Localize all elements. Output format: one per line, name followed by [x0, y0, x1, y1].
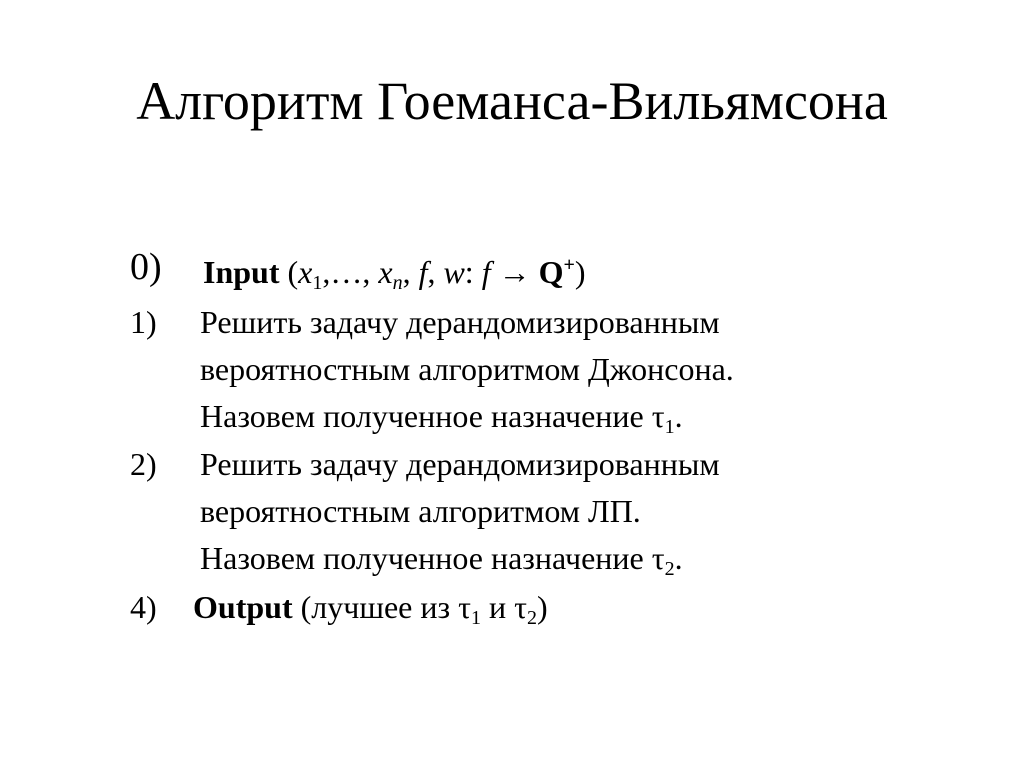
var-x: x: [298, 254, 313, 290]
set-q: Q: [538, 254, 564, 290]
tau-sub-2: 2: [664, 558, 675, 580]
tau-sub-1: 1: [664, 416, 675, 438]
item-2-line-3-end: .: [674, 540, 683, 576]
item-1-line-3: [200, 397, 683, 438]
output-keyword: Output: [193, 589, 293, 625]
ellipsis: ,…,: [322, 254, 379, 290]
item-1-line-1: Решить задачу дерандомизированным: [200, 304, 720, 340]
var-f-2: f: [481, 254, 491, 290]
item-4-number: 4): [130, 589, 157, 625]
var-w: w: [443, 254, 465, 290]
item-2-line-3: [200, 539, 683, 580]
item-2-line-2: вероятностным алгоритмом ЛП.: [200, 493, 641, 529]
item-1-number: 1): [130, 304, 157, 340]
slide-title: Алгоритм Гоеманса-Вильямсона: [136, 71, 888, 131]
item-0-line: [203, 253, 586, 294]
comma-2: ,: [427, 254, 444, 290]
item-2-number: 2): [130, 446, 157, 482]
comma-1: ,: [402, 254, 419, 290]
sub-n: n: [392, 272, 403, 294]
q-plus-sup: +: [563, 254, 575, 276]
input-close-paren: ): [574, 254, 586, 290]
output-text-a: (лучшее из τ: [292, 589, 471, 625]
arrow: →: [490, 254, 539, 290]
item-1-line-3-text: Назовем полученное назначение τ: [200, 398, 665, 434]
var-f: f: [418, 254, 428, 290]
item-4-line: [193, 588, 548, 629]
output-sub-2: 2: [526, 607, 537, 629]
item-1-line-3-end: .: [674, 398, 683, 434]
input-keyword: Input: [203, 254, 280, 290]
output-sub-1: 1: [470, 607, 481, 629]
output-text-c: ): [536, 589, 548, 625]
var-x-n: x: [378, 254, 393, 290]
colon: :: [464, 254, 482, 290]
item-2-line-1: Решить задачу дерандомизированным: [200, 446, 720, 482]
item-1-line-2: вероятностным алгоритмом Джонсона.: [200, 351, 734, 387]
item-2-line-3-text: Назовем полученное назначение τ: [200, 540, 665, 576]
item-0-number: 0): [130, 246, 162, 288]
sub-1: 1: [312, 272, 323, 294]
input-open-paren: (: [287, 254, 299, 290]
output-text-b: и τ: [480, 589, 527, 625]
